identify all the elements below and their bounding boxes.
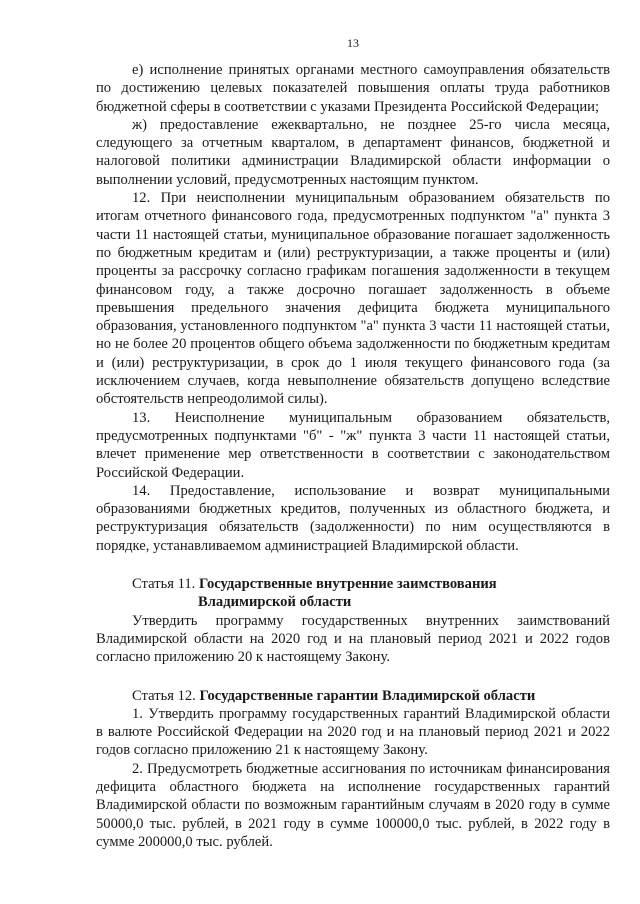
article-11-heading xyxy=(96,575,610,612)
paragraph-14: 14. Предоставление, использование и возврат муниципальными образованиями бюджетных кредитов, полученных из областного бюджета, и реструктуризация обязательств (задолженности) по ним осуществляются в порядке, устанавливаемом администрацией Владимирской области. xyxy=(96,482,610,554)
paragraph-item-zh: ж) предоставление ежеквартально, не позднее 25-го числа месяца, следующего за отчетным кварталом, в департамент финансов, бюджетной и налоговой политики администрации Владимирской области информации о выполнении условий, предусмотренных настоящим пунктом. xyxy=(96,116,610,188)
paragraph-item-e: е) исполнение принятых органами местного самоуправления обязательств по достижению целевых показателей повышения оплаты труда работников бюджетной сферы в соответствии с указами Президента Российской Федерации; xyxy=(96,62,610,115)
article-12-point-2: 2. Предусмотреть бюджетные ассигнования по источникам финансирования дефицита областного бюджета на исполнение государственных гарантий Владимирской области по возможным гарантийным случаям в 2020 году в сумме 50000,0 тыс. рублей, в 2021 году в сумме 100000,0 тыс. рублей, в 2022 году в сумме 200000,0 тыс. рублей. xyxy=(96,760,610,850)
article-12-title: Государственные гарантии Владимирской области xyxy=(199,687,536,704)
paragraph-13: 13. Неисполнение муниципальным образованием обязательств, предусмотренных подпунктами "б" - "ж" пункта 3 части 11 настоящей статьи, влечет применение мер ответственности в соответствии с законодательством Российской Федерации. xyxy=(96,409,610,481)
article-12-point-1: 1. Утвердить программу государственных гарантий Владимирской области в валюте Российской Федерации на 2020 год и на плановый период 2021 и 2022 годов согласно приложению 21 к настоящему Закону. xyxy=(96,705,610,759)
article-12-heading xyxy=(96,687,610,705)
article-12-prefix: Статья 12. xyxy=(132,687,196,704)
article-11-body: Утвердить программу государственных внутренних заимствований Владимирской области на 2020 год и на плановый период 2021 и 2022 годов согласно приложению 20 к настоящему Закону. xyxy=(96,612,610,666)
article-11-title: Государственные внутренние заимствования xyxy=(198,576,497,593)
article-11-prefix: Статья 11. xyxy=(132,576,196,593)
page-number: 13 xyxy=(347,36,359,50)
paragraph-12: 12. При неисполнении муниципальным образованием обязательств по итогам отчетного финансового года, предусмотренных подпунктом "а" пункта 3 части 11 настоящей статьи, муниципальное образование погашает задолженность по бюджетным кредитам и (или) реструктуризации, а также проценты и (или) проценты за рассрочку согласно графикам погашения задолженности в текущем финансовом году, а также досрочно погашает задолженность в объеме превышения предельного значения дефицита бюджета муниципального образования, установленного подпунктом "а" пункта 3 части 11 настоящей статьи, но не более 20 процентов общего объема задолженности по бюджетным кредитам и (или) реструктуризации, в срок до 1 июля текущего финансового года (за исключением случаев, когда невыполнение обязательств допущено вследствие обстоятельств непреодолимой силы). xyxy=(96,190,610,408)
article-11-title-line2: Владимирской области xyxy=(198,594,352,611)
